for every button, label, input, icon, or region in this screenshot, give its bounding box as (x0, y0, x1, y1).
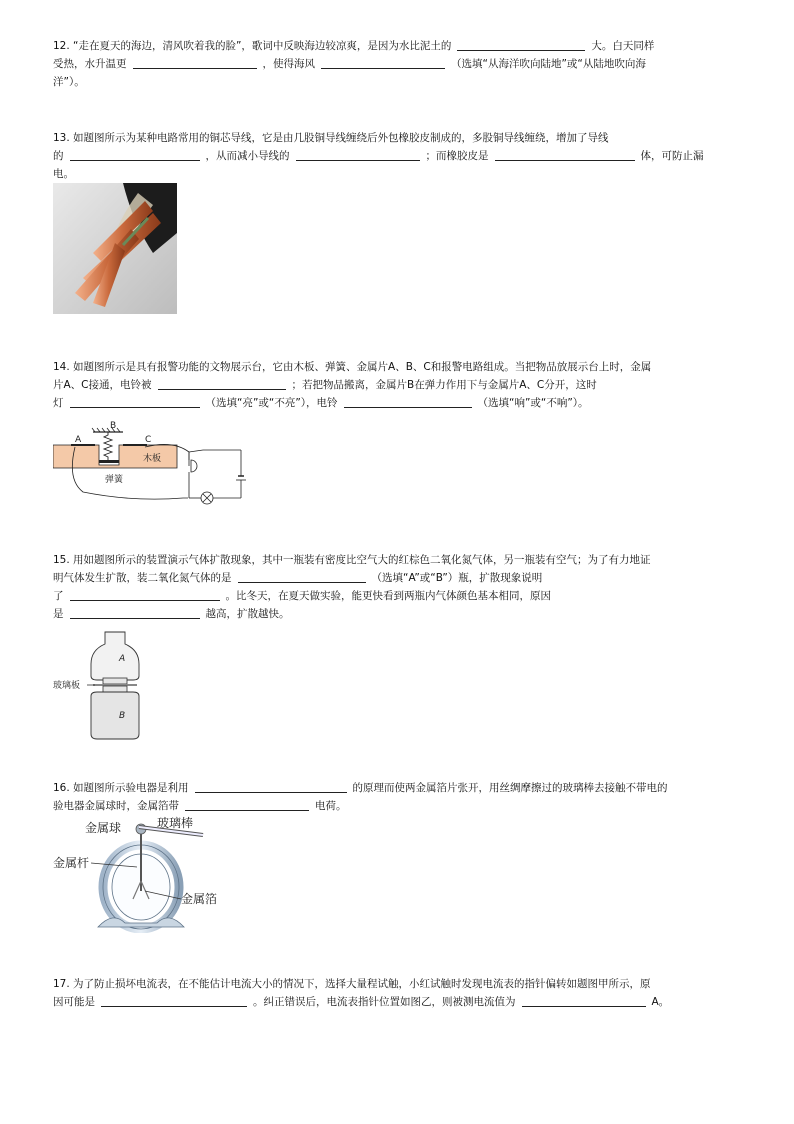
bottle-b-label: B (119, 711, 126, 721)
question-12 (53, 37, 743, 91)
q16-text: 16. 如题图所示验电器是利用 (53, 782, 189, 794)
bell-icon (191, 460, 197, 472)
q17-blank-2[interactable] (522, 994, 646, 1007)
q15-text: （选填“A”或“B”）瓶，扩散现象说明 (371, 572, 543, 584)
q14-blank-2[interactable] (70, 395, 200, 408)
q14-blank-3[interactable] (344, 395, 472, 408)
q13-text: ，从而减小导线的 (205, 150, 290, 162)
q13-blank-3[interactable] (495, 148, 635, 161)
q12-line-3 (53, 73, 743, 91)
q13-blank-1[interactable] (70, 148, 200, 161)
q14-text: （选填“响”或“不响”）。 (477, 397, 589, 409)
q12-text: 大。白天同样 (591, 40, 655, 52)
q16-text: 的原理而使两金属箔片张开，用丝绸摩擦过的玻璃棒去接触不带电的 (352, 782, 668, 794)
q15-line-1 (53, 551, 743, 569)
q14-text: （选填“亮”或“不亮”），电铃 (205, 397, 338, 409)
q15-text: 了 (53, 590, 64, 602)
q12-text: 12. “走在夏天的海边，清风吹着我的脸”，歌词中反映海边较凉爽，是因为水比泥土的 (53, 40, 452, 52)
metal-rod-label: 金属杆 (53, 856, 90, 870)
q14-text: ；若把物品搬离，金属片B在弹力作用下与金属片A、C分开，这时 (291, 379, 597, 391)
electroscope-diagram (53, 815, 243, 933)
q15-text: 明气体发生扩散，装二氧化氮气体的是 (53, 572, 232, 584)
q17-line-2 (53, 993, 743, 1011)
q17-text: 17. 为了防止损坏电流表，在不能估计电流大小的情况下，选择大量程试触，小红试触时发现电流表的指针偏转如题图甲所示，原 (53, 978, 651, 990)
q15-blank-1[interactable] (238, 570, 366, 583)
q12-blank-2[interactable] (133, 56, 257, 69)
alarm-stand-diagram (53, 420, 253, 510)
q16-text: 电荷。 (315, 800, 347, 812)
bottle-a-label: A (119, 654, 126, 664)
question-13 (53, 129, 743, 183)
q13-text: 的 (53, 150, 64, 162)
question-14 (53, 358, 743, 412)
q13-line-2 (53, 147, 743, 165)
q17-text: 。纠正错误后，电流表指针位置如图乙，则被测电流值为 (253, 996, 516, 1008)
q15-text: 是 (53, 608, 64, 620)
glass-plate-label: 玻璃板 (53, 681, 81, 691)
q12-line-1 (53, 37, 743, 55)
q14-text: 片A、C接通，电铃被 (53, 379, 152, 391)
copper-cable-photo (53, 183, 177, 314)
q13-text: ；而橡胶皮是 (425, 150, 489, 162)
q12-line-2 (53, 55, 743, 73)
question-16 (53, 779, 743, 815)
q16-line-1 (53, 779, 743, 797)
q12-text: 洋”）。 (53, 76, 85, 88)
q15-blank-2[interactable] (70, 588, 220, 601)
q14-text: 14. 如题图所示是具有报警功能的文物展示台，它由木板、弹簧、金属片A、B、C和报警电路组成。当把物品放展示台上时，金属 (53, 361, 652, 373)
question-17 (53, 975, 743, 1011)
q14-text: 灯 (53, 397, 64, 409)
q15-text: 。比冬天，在夏天做实验，能更快看到两瓶内气体颜色基本相同，原因 (225, 590, 551, 602)
q13-text: 体，可防止漏 (640, 150, 704, 162)
q12-text: 受热，水升温更 (53, 58, 127, 70)
q17-blank-1[interactable] (101, 994, 247, 1007)
q12-text: ，使得海风 (262, 58, 315, 70)
label-c: C (145, 435, 152, 445)
q17-line-1 (53, 975, 743, 993)
q12-blank-3[interactable] (321, 56, 445, 69)
q15-line-4 (53, 605, 743, 623)
label-spring: 弹簧 (105, 475, 124, 485)
q13-line-1 (53, 129, 743, 147)
q14-blank-1[interactable] (158, 377, 286, 390)
q14-line-2 (53, 376, 743, 394)
label-board: 木板 (143, 454, 162, 464)
q16-blank-2[interactable] (185, 798, 309, 811)
label-b: B (110, 421, 117, 431)
q15-text: 越高，扩散越快。 (205, 608, 290, 620)
q13-blank-2[interactable] (296, 148, 420, 161)
q17-text: 因可能是 (53, 996, 95, 1008)
q12-blank-1[interactable] (457, 38, 585, 51)
q15-text: 15. 用如题图所示的装置演示气体扩散现象，其中一瓶装有密度比空气大的红棕色二氧化氮气体，另一瓶装有空气；为了有力地证 (53, 554, 651, 566)
q15-line-3 (53, 587, 743, 605)
question-15 (53, 551, 743, 623)
q13-text: 电。 (53, 168, 74, 180)
q15-line-2 (53, 569, 743, 587)
q15-blank-3[interactable] (70, 606, 200, 619)
q14-line-3 (53, 394, 743, 412)
q16-line-2 (53, 797, 743, 815)
q12-text: （选填“从海洋吹向陆地”或“从陆地吹向海 (451, 58, 646, 70)
metal-ball-label: 金属球 (85, 821, 122, 835)
metal-foil-label: 金属箔 (181, 892, 218, 906)
label-a: A (75, 435, 82, 445)
q16-blank-1[interactable] (195, 780, 347, 793)
q14-line-1 (53, 358, 743, 376)
q17-text: A。 (651, 996, 670, 1008)
q16-text: 验电器金属球时，金属箔带 (53, 800, 179, 812)
glass-rod-label: 玻璃棒 (157, 816, 194, 830)
q13-text: 13. 如题图所示为某种电路常用的铜芯导线，它是由几股铜导线缠绕后外包橡胶皮制成的，多股铜导线缠绕，增加了导线 (53, 132, 609, 144)
q13-line-3 (53, 165, 743, 183)
gas-bottles-diagram (53, 630, 163, 742)
